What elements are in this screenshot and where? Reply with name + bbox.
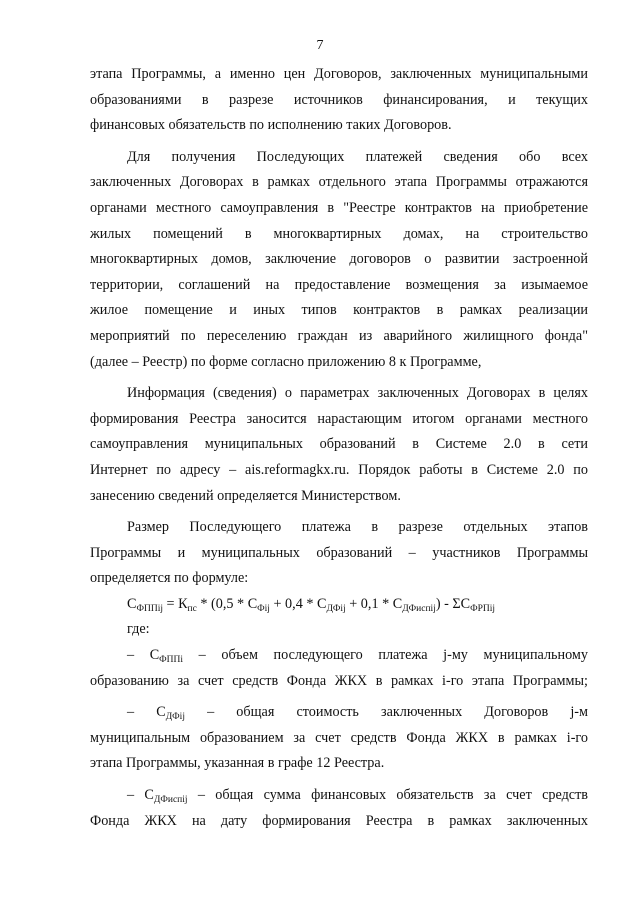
text-line: органами местного самоуправления в "Реестре контрактов на приобретение (90, 199, 588, 216)
text-line: Программы и муниципальных образований – участников Программы (90, 544, 588, 561)
subscript: пс (187, 603, 197, 614)
definition-line (90, 700, 588, 726)
document-body (90, 62, 588, 834)
text-line: муниципальным образованием за счет средств Фонда ЖКХ в рамках i-го (90, 729, 588, 746)
text-line: финансовых обязательств по исполнению таких Договоров. (90, 117, 452, 134)
text-line: образованию за счет средств Фонда ЖКХ в рамках i-го этапа Программы; (90, 672, 588, 689)
subscript: ДФиспij (402, 603, 436, 614)
text-run: С (127, 595, 137, 612)
text-line: заключенных Договорах в рамках отдельного этапа Программы отражаются (90, 174, 588, 191)
text-line: этапа Программы, указанная в графе 12 Реестра. (90, 755, 385, 772)
subscript: ДФij (165, 712, 185, 723)
text-line: многоквартирных домов, заключение договоров о развитии застроенной (90, 251, 588, 268)
subscript: ДФij (326, 603, 346, 614)
page-number: 7 (316, 38, 324, 53)
text-line: Интернет по адресу – ais.reformagkx.ru. Порядок работы в Системе 2.0 по (90, 461, 588, 478)
text-line: занесению сведений определяется Министерством. (90, 487, 401, 504)
text-line: территории, соглашений на предоставление возмещения за изымаемое (90, 276, 588, 293)
formula-line (90, 592, 588, 618)
text-line: определяется по формуле: (90, 570, 249, 587)
text-run: – общая сумма финансовых обязательств за счет средств (187, 787, 588, 804)
definition-line (90, 643, 588, 669)
text-run: ) - ΣС (435, 595, 471, 612)
text-run: * (0,5 * С (196, 595, 258, 612)
text-run: + 0,1 * С (345, 595, 403, 612)
text-line: Информация (сведения) о параметрах заключенных Договорах в целях (127, 385, 588, 402)
text-run: + 0,4 * С (269, 595, 327, 612)
subscript: ФРПij (470, 603, 496, 614)
text-line: мероприятий по переселению граждан из аварийного жилищного фонда" (90, 327, 588, 344)
text-run: – С (127, 647, 160, 664)
text-line: Для получения Последующих платежей сведения обо всех (127, 148, 588, 165)
text-line: формирования Реестра заносится нарастающим итогом органами местного (90, 410, 588, 427)
text-line: (далее – Реестр) по форме согласно приложению 8 к Программе, (90, 353, 482, 370)
text-run: – объем последующего платежа j-му муниципальному (183, 647, 588, 664)
text-run: – С (127, 704, 166, 721)
text-line: жилых помещений в многоквартирных домах, на строительство (90, 225, 588, 242)
subscript: ФППi (159, 655, 184, 666)
text-line: жилое помещение и иных типов контрактов в рамках реализации (90, 302, 588, 319)
text-run: = К (162, 595, 188, 612)
subscript: ФППij (136, 603, 163, 614)
text-line: этапа Программы, а именно цен Договоров, заключенных муниципальными (90, 66, 588, 82)
text-run: – общая стоимость заключенных Договоров j-м (184, 704, 588, 721)
subscript: Фij (257, 603, 270, 614)
subscript: ДФиспij (153, 795, 188, 806)
text-line: Размер Последующего платежа в разрезе отдельных этапов (127, 519, 588, 536)
text-run: – С (127, 787, 154, 804)
text-line: Фонда ЖКХ на дату формирования Реестра в рамках заключенных (90, 812, 588, 829)
text-line: образованиями в разрезе источников финансирования, и текущих (90, 91, 588, 108)
definition-line (90, 783, 588, 809)
text-line: самоуправления муниципальных образований в Системе 2.0 в сети (90, 436, 588, 453)
text-line: где: (127, 621, 150, 638)
